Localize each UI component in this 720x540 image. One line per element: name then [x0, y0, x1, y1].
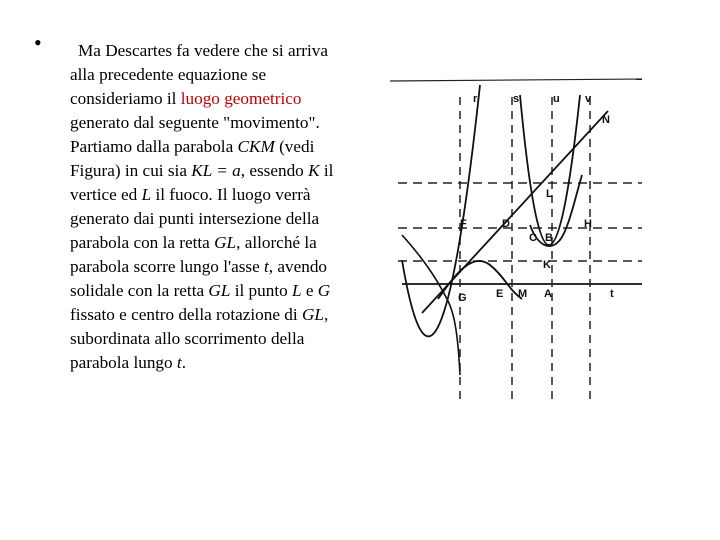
label-n: N	[602, 114, 610, 126]
label-k: K	[543, 259, 551, 271]
label-r: r	[473, 93, 478, 105]
math-gl: GL	[208, 281, 231, 300]
label-h: H	[584, 218, 592, 230]
parabola-left	[402, 85, 480, 336]
label-t: t	[610, 288, 614, 300]
text-segment: il fuoco. Il luogo verrà generato dai punti intersezione della parabola con la retta	[70, 185, 320, 252]
math-l: L	[141, 185, 152, 204]
geometric-figure	[380, 75, 648, 410]
text-segment: , avendo solidale con la retta	[70, 257, 328, 300]
math-gl: GL	[301, 305, 324, 324]
bullet-icon: •	[34, 30, 42, 55]
label-a: A	[544, 288, 552, 300]
top-rule	[390, 79, 642, 81]
text-segment: e	[301, 281, 318, 300]
text-segment: , essendo	[240, 161, 309, 180]
label-s: s	[513, 93, 520, 105]
text-segment: (vedi Figura) in cui sia	[70, 137, 315, 180]
label-g: G	[458, 292, 467, 304]
label-l: L	[546, 188, 553, 200]
text-segment: generato dal seguente "movimento". Partiamo dalla parabola	[70, 113, 320, 156]
math-kl-equals-a: KL = a	[191, 161, 241, 180]
label-m: M	[518, 288, 528, 300]
text-segment: , subordinata allo scorrimento della parabola lungo	[70, 305, 329, 372]
parabola-right	[520, 95, 580, 245]
math-gl: GL	[214, 233, 237, 252]
label-f: F	[460, 218, 467, 230]
math-k: K	[308, 161, 320, 180]
math-g: G	[317, 281, 331, 300]
locus-curve	[438, 261, 522, 299]
math-t: t	[176, 353, 182, 372]
label-e: E	[496, 288, 504, 300]
text-segment: il punto	[230, 281, 292, 300]
text-segment: , allorché la parabola scorre lungo l'asse	[70, 233, 317, 276]
label-b: B	[545, 232, 553, 244]
description-paragraph	[70, 39, 355, 375]
text-segment: il vertice ed	[70, 161, 334, 204]
text-segment: Ma Descartes fa vedere che si arriva alla precedente equazione se consideriamo il	[70, 41, 329, 108]
figure-svg	[380, 75, 648, 410]
label-c: C	[529, 232, 537, 244]
highlight-luogo-geometrico: luogo geometrico	[180, 89, 302, 108]
math-t: t	[264, 257, 269, 276]
math-ckm: CKM	[237, 137, 275, 156]
text-segment: fissato e centro della rotazione di	[70, 305, 302, 324]
math-l: L	[291, 281, 302, 300]
label-u: u	[553, 93, 560, 105]
label-d: D	[502, 218, 510, 230]
label-v: v	[585, 93, 592, 105]
text-segment: .	[181, 353, 186, 372]
